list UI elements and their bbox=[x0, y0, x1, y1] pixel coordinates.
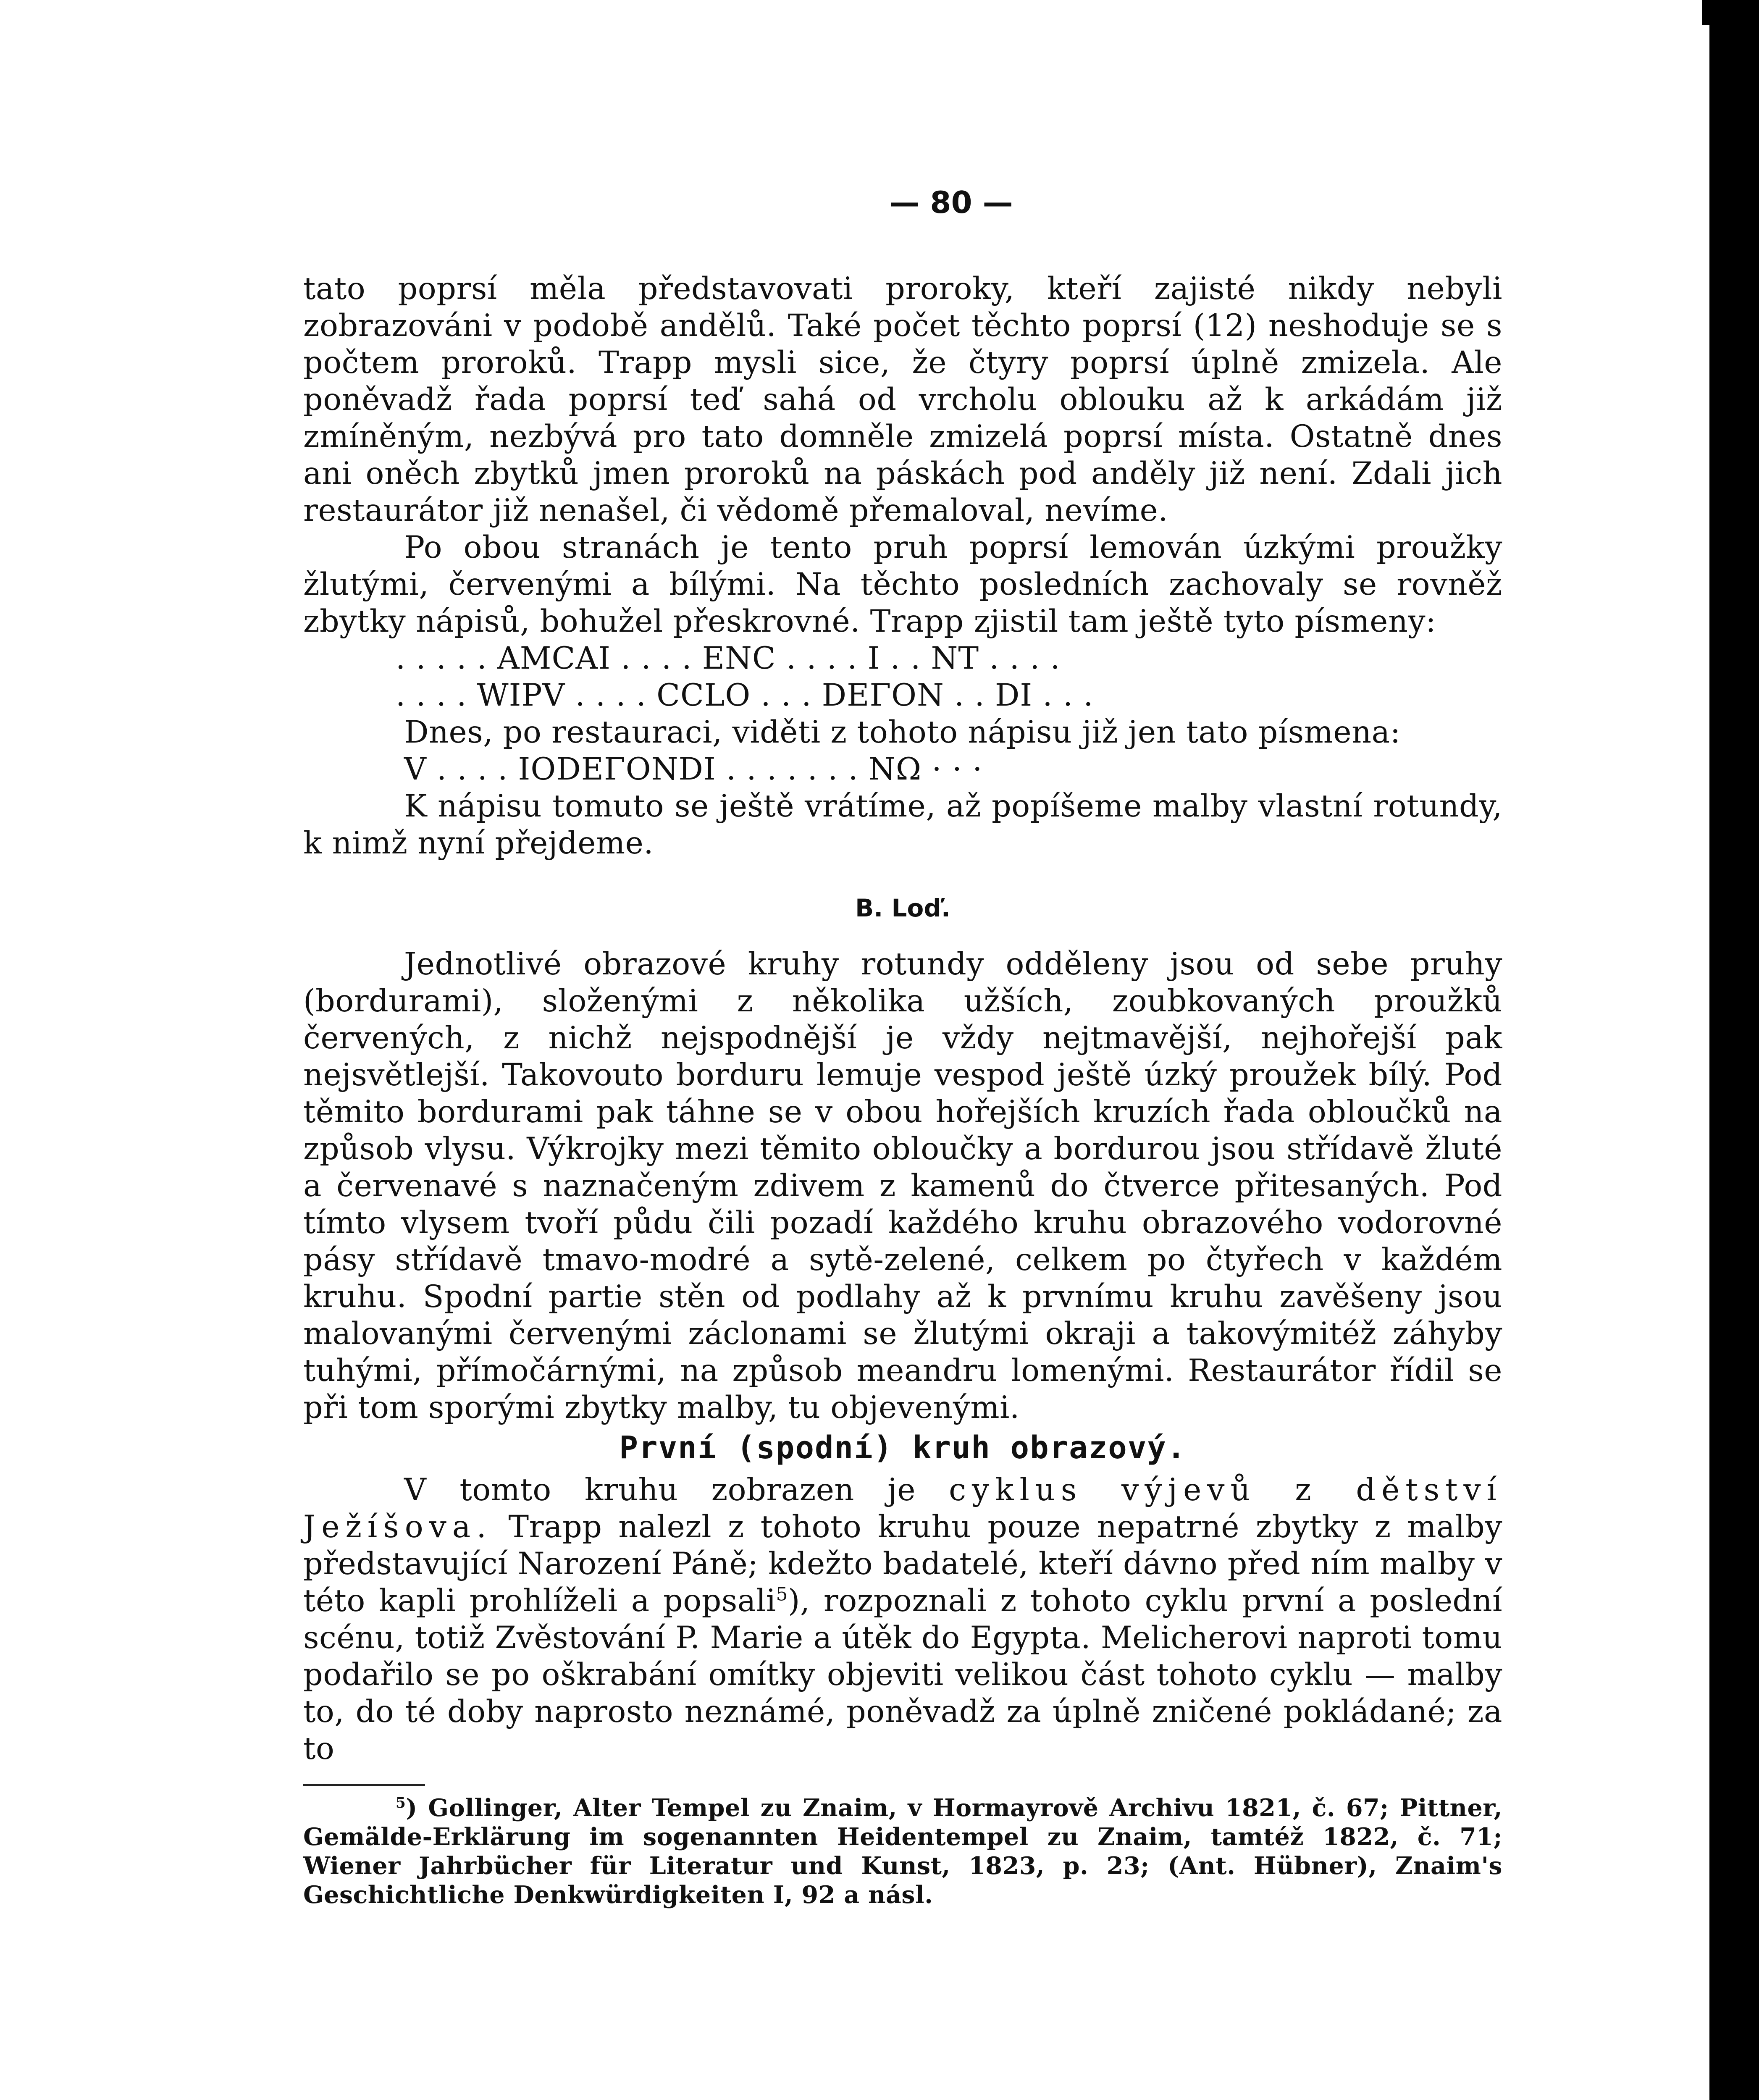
footnote-reference: 5 bbox=[776, 1583, 788, 1605]
inscription-line-2: . . . . WIPV . . . . CCLO . . . DEΓON . . DI . . . bbox=[396, 677, 1094, 713]
subsection-heading-first-circle: První (spodní) kruh obrazový. bbox=[619, 1430, 1187, 1466]
paragraph-childhood-cycle bbox=[303, 1472, 1502, 1767]
section-heading-b: B. Loď. bbox=[855, 894, 950, 922]
footnote-marker: 5 bbox=[396, 1795, 406, 1811]
paragraph-after-restoration: Dnes, po restauraci, viděti z tohoto nápisu již jen tato písmena: bbox=[404, 714, 1401, 750]
paragraph-return-note: K nápisu tomuto se ještě vrátíme, až popíšeme malby vlastní rotundy, k nimž nyní přejdeme. bbox=[303, 788, 1502, 861]
page-number: — 80 — bbox=[889, 185, 1013, 220]
spaced-emphasis: cyklus výjevů z dětství Ježíšova. bbox=[303, 1472, 1502, 1545]
scan-edge-notch bbox=[1702, 0, 1709, 25]
paragraph-circles: Jednotlivé obrazové kruhy rotundy odděleny jsou od sebe pruhy (bordurami), složenými z několika užších, zoubkovaných proužků červených, z nichž nejspodnější je vždy nejtmavější, nejhořejší pak nejsvětlejší. Takovouto borduru lemuje vespod ještě úzký proužek bílý. Pod těmito bordurami pak táhne se v obou hořejších kruzích řada obloučků na způsob vlysu. Výkrojky mezi těmito obloučky a bordurou jsou střídavě žluté a červenavé s naznačeným zdivem z kamenů do čtverce přitesaných. Pod tímto vlysem tvoří půdu čili pozadí každého kruhu obrazového vodorovné pásy střídavě tmavo-modré a sytě-zelené, celkem po čtyřech v každém kruhu. Spodní partie stěn od podlahy až k prvnímu kruhu zavěšeny jsou malovanými červenými záclonami se žlutými okraji a takovýmitéž záhyby tuhými, přímočárnými, na způsob meandru lomenými. Restaurátor řídil se při tom sporými zbytky malby, tu objevenými. bbox=[303, 946, 1502, 1425]
paragraph-text-c: ), rozpoznali z tohoto cyklu první a poslední scénu, totiž Zvěstování P. Marie a útěk do Egypta. Melicherovi naproti tomu podařilo se po oškrabání omítky objeviti velikou část tohoto cyklu — malby to, do té doby naprosto neznámé, poněvadž za úplně zničené pokládané; za to bbox=[303, 1583, 1502, 1767]
footnote-divider bbox=[303, 1784, 425, 1786]
footnote-text: ) Gollinger, Alter Tempel zu Znaim, v Hormayrově Archivu 1821, č. 67; Pittner, Gemälde-Erklärung im sogenannten Heidentempel zu Znaim, tamtéž 1822, č. 71; Wiener Jahrbücher für Literatur und Kunst, 1823, p. 23; (Ant. Hübner), Znaim's Geschichtliche Denkwürdigkeiten I, 92 a násl. bbox=[303, 1794, 1502, 1909]
scan-edge-border bbox=[1709, 0, 1759, 2100]
paragraph-prophets: tato poprsí měla představovati proroky, kteří zajisté nikdy nebyli zobrazováni v podobě andělů. Také počet těchto poprsí (12) neshoduje se s počtem proroků. Trapp mysli sice, že čtyry poprsí úplně zmizela. Ale poněvadž řada poprsí teď sahá od vrcholu oblouku až k arkádám již zmíněným, nezbývá pro tato domněle zmizelá poprsí místa. Ostatně dnes ani oněch zbytků jmen proroků na páskách pod anděly již není. Zdali jich restaurátor již nenašel, či vědomě přemaloval, nevíme. bbox=[303, 271, 1502, 528]
inscription-line-1: . . . . . AMCAI . . . . ENC . . . . I . . NT . . . . bbox=[396, 640, 1061, 676]
paragraph-stripes: Po obou stranách je tento pruh poprsí lemován úzkými proužky žlutými, červenými a bílými. Na těchto posledních zachovaly se rovněž zbytky nápisů, bohužel přeskrovné. Trapp zjistil tam ještě tyto písmeny: bbox=[303, 530, 1502, 639]
inscription-line-3: V . . . . IODEΓONDI . . . . . . . NΩ · · · bbox=[404, 751, 983, 787]
paragraph-text-a: V tomto kruhu zobrazen je bbox=[404, 1472, 916, 1508]
document-page bbox=[303, 185, 1502, 1909]
footnote bbox=[303, 1793, 1502, 1909]
paragraph-text-b: Trapp nalezl z tohoto kruhu pouze nepatrné zbytky z malby představující Narození Páně; kdežto badatelé, kteří dávno před ním malby v této kapli prohlíželi a popsali bbox=[303, 1509, 1502, 1619]
